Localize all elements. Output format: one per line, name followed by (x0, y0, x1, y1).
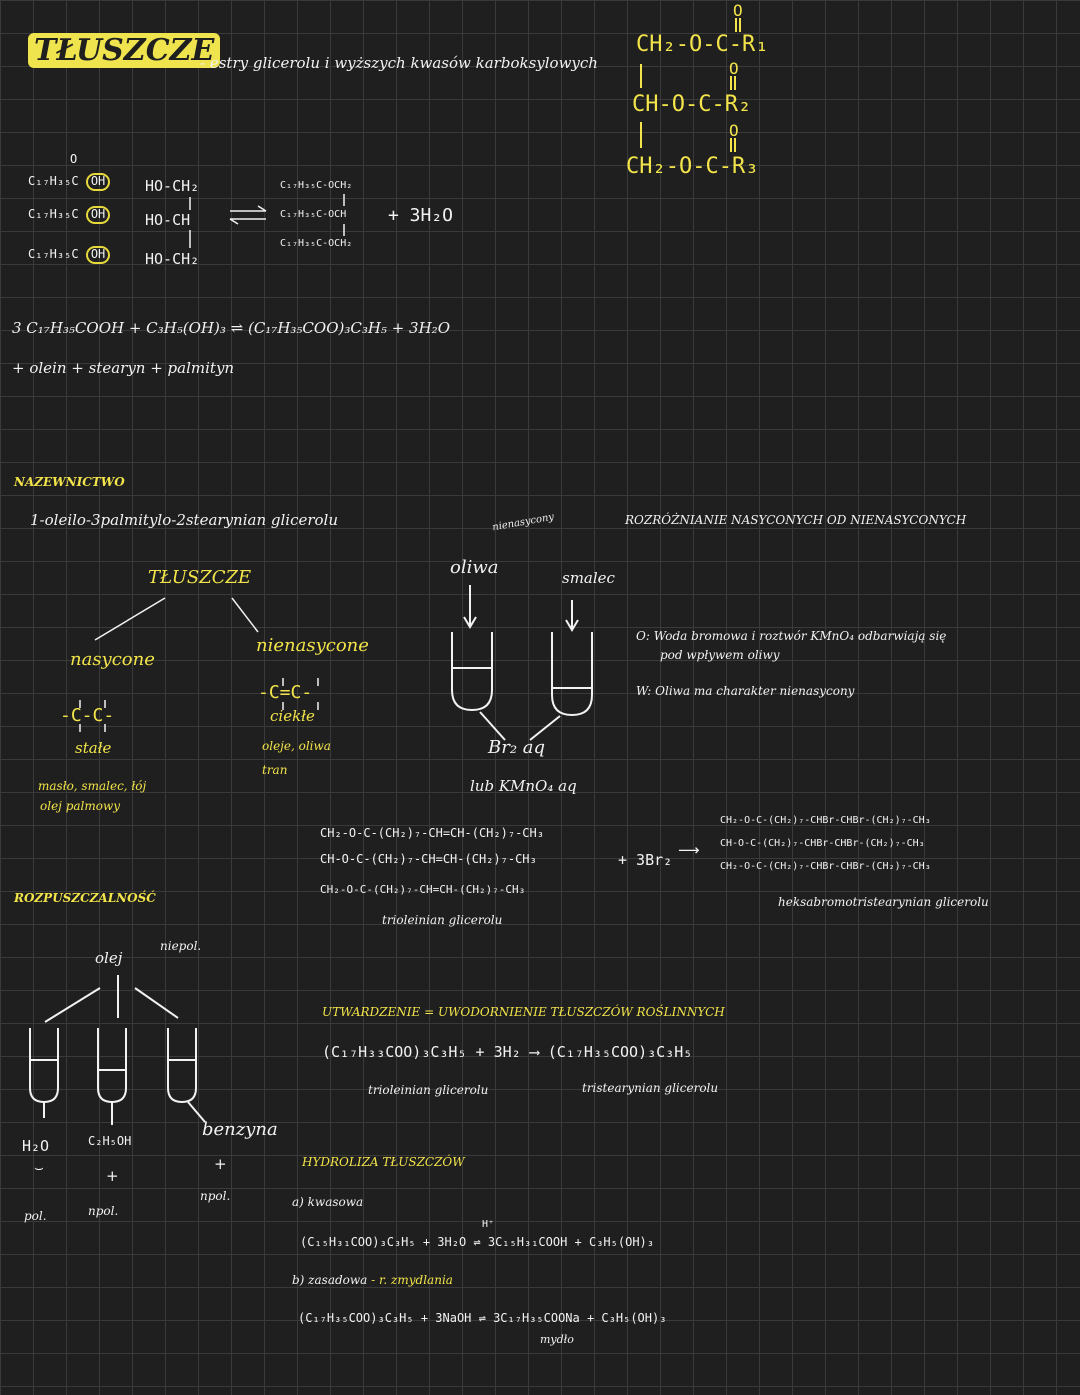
esterification-equation: 3 C₁₇H₃₅COOH + C₃H₅(OH)₃ ⇌ (C₁₇H₃₅COO)₃C₃H₅ + 3H₂O (12, 319, 450, 337)
label-smalec: smalec (562, 569, 615, 587)
tree-saturated: nasycone (70, 649, 155, 670)
page-subtitle: - estry glicerolu i wyższych kwasów karboksylowych (200, 54, 598, 72)
tree-unsaturated: nienasycone (256, 635, 369, 656)
label-oliwa: oliwa (450, 557, 499, 578)
nazewnictwo-heading: NAZEWNICTWO (14, 475, 125, 489)
hydroliza-heading: HYDROLIZA TŁUSZCZÓW (302, 1155, 465, 1169)
rozpuszczalnosc-heading: ROZPUSZCZALNOŚĆ (14, 891, 156, 905)
general-formula-line1: CH₂-O-C-R₁ (636, 32, 769, 57)
general-formula-line2: CH-O-C-R₂ (632, 92, 752, 117)
page-title: TŁUSZCZE (28, 34, 220, 69)
tree-root: TŁUSZCZE (148, 567, 252, 588)
utwardzanie-heading: UTWARDZENIE = UWODORNIENIE TŁUSZCZÓW ROŚLINNYCH (322, 1005, 725, 1019)
fatty-acid-names: + olein + stearyn + palmityn (12, 359, 235, 377)
rozroznianie-heading: ROZRÓŻNIANIE NASYCONYCH OD NIENASYCONYCH (625, 513, 967, 527)
naming-example: 1-oleilo-3palmitylo-2stearynian glicerolu (30, 511, 339, 529)
general-formula-line3: CH₂-O-C-R₃ (626, 154, 759, 179)
